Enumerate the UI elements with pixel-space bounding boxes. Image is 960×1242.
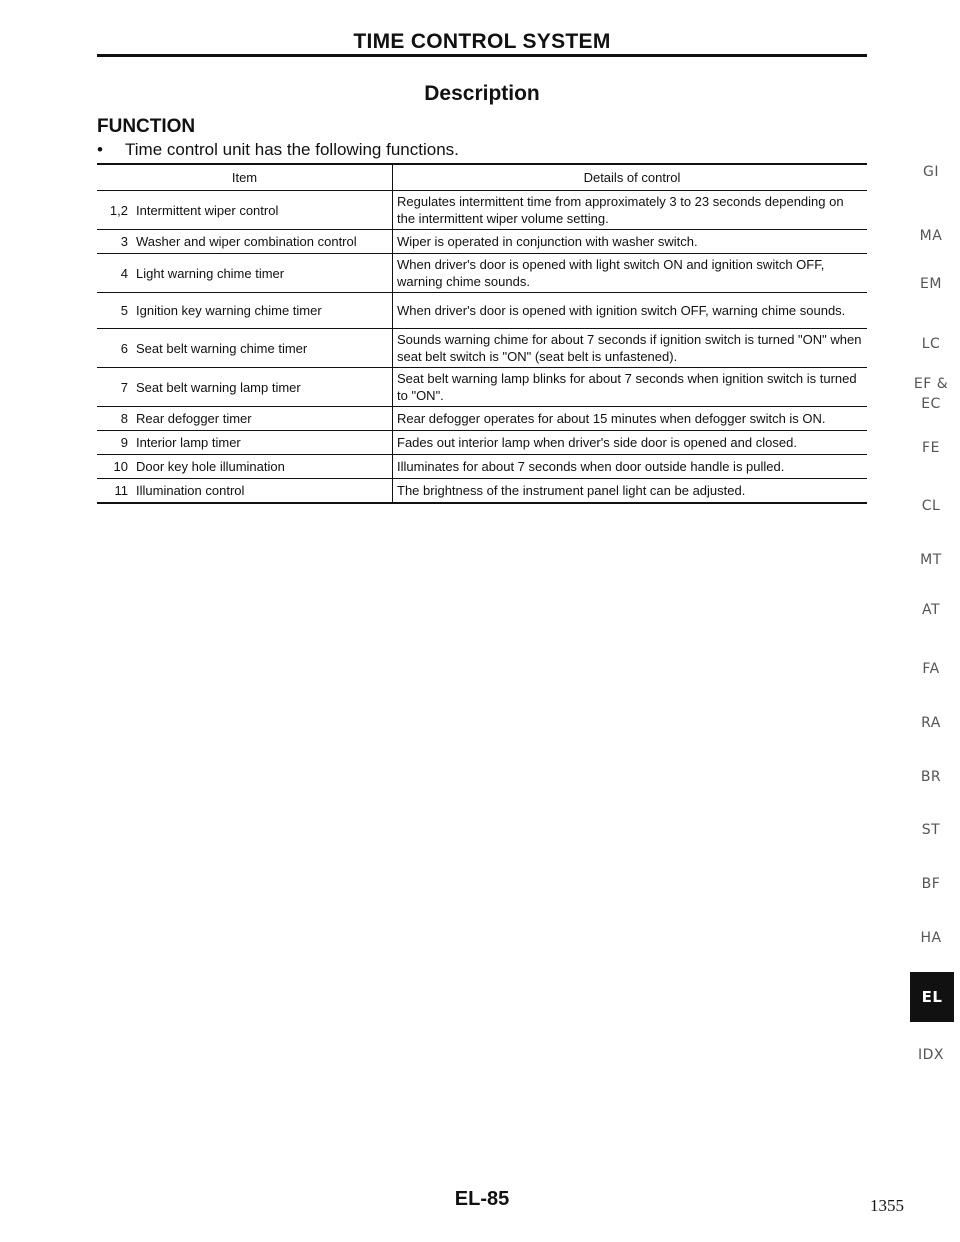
row-number: 7 — [97, 368, 132, 407]
row-number: 10 — [97, 455, 132, 479]
row-item: Door key hole illumination — [132, 455, 393, 479]
tab-cl[interactable]: CL — [921, 498, 941, 514]
table-row — [97, 431, 867, 455]
row-number: 11 — [97, 479, 132, 504]
row-item: Seat belt warning lamp timer — [132, 368, 393, 407]
table-row — [97, 254, 867, 293]
row-number: 8 — [97, 407, 132, 431]
tab-br[interactable]: BR — [920, 769, 942, 785]
table-row — [97, 230, 867, 254]
page-code: EL-85 — [454, 1188, 510, 1210]
row-number: 5 — [97, 293, 132, 329]
row-details: Regulates intermittent time from approximately 3 to 23 seconds depending on the intermittent wiper volume setting. — [393, 191, 868, 230]
row-item: Ignition key warning chime timer — [132, 293, 393, 329]
row-details: Wiper is operated in conjunction with washer switch. — [393, 230, 868, 254]
row-item: Seat belt warning chime timer — [132, 329, 393, 368]
row-number: 9 — [97, 431, 132, 455]
tab-ec[interactable]: EC — [921, 396, 941, 412]
row-item: Intermittent wiper control — [132, 191, 393, 230]
tab-fa[interactable]: FA — [922, 661, 940, 677]
table-row — [97, 479, 867, 504]
header-item: Item — [97, 164, 393, 191]
row-number: 4 — [97, 254, 132, 293]
table-row — [97, 455, 867, 479]
row-details: Rear defogger operates for about 15 minutes when defogger switch is ON. — [393, 407, 868, 431]
tab-bf[interactable]: BF — [921, 876, 941, 892]
tab-ha[interactable]: HA — [920, 930, 942, 946]
tab-lc[interactable]: LC — [921, 336, 941, 352]
intro-text: Time control unit has the following functions. — [125, 140, 459, 159]
header-rule — [97, 54, 867, 57]
print-page-number: 1355 — [870, 1196, 904, 1215]
table-row — [97, 407, 867, 431]
table-row — [97, 329, 867, 368]
page-header-title: TIME CONTROL SYSTEM — [353, 30, 611, 53]
row-details: When driver's door is opened with ignition switch OFF, warning chime sounds. — [393, 293, 868, 329]
table-row — [97, 293, 867, 329]
table-row — [97, 191, 867, 230]
row-item: Rear defogger timer — [132, 407, 393, 431]
row-details: Sounds warning chime for about 7 seconds if ignition switch is turned "ON" when seat belt switch is "ON" (seat belt is unfastened). — [393, 329, 868, 368]
functions-table — [97, 163, 867, 504]
tab-em[interactable]: EM — [920, 276, 942, 292]
intro-paragraph — [97, 140, 459, 160]
tab-mt[interactable]: MT — [920, 552, 942, 568]
tab-ef[interactable]: EF & — [913, 376, 949, 392]
tab-ra[interactable]: RA — [921, 715, 941, 731]
row-item: Illumination control — [132, 479, 393, 504]
tab-gi[interactable]: GI — [923, 164, 939, 180]
row-details: Illuminates for about 7 seconds when door outside handle is pulled. — [393, 455, 868, 479]
row-item: Washer and wiper combination control — [132, 230, 393, 254]
row-details: The brightness of the instrument panel light can be adjusted. — [393, 479, 868, 504]
row-item: Interior lamp timer — [132, 431, 393, 455]
row-details: Fades out interior lamp when driver's side door is opened and closed. — [393, 431, 868, 455]
row-details: Seat belt warning lamp blinks for about 7 seconds when ignition switch is turned to "ON". — [393, 368, 868, 407]
table-row — [97, 368, 867, 407]
row-item: Light warning chime timer — [132, 254, 393, 293]
tab-fe[interactable]: FE — [922, 440, 940, 456]
row-details: When driver's door is opened with light switch ON and ignition switch OFF, warning chime sounds. — [393, 254, 868, 293]
tab-idx[interactable]: IDX — [918, 1047, 944, 1063]
function-heading: FUNCTION — [97, 116, 196, 137]
table-header-row — [97, 164, 867, 191]
tab-st[interactable]: ST — [921, 822, 941, 838]
bullet-icon: • — [97, 140, 103, 159]
tab-el-active[interactable]: EL — [910, 972, 954, 1022]
tab-at[interactable]: AT — [921, 602, 941, 618]
row-number: 6 — [97, 329, 132, 368]
row-number: 3 — [97, 230, 132, 254]
tab-ma[interactable]: MA — [919, 228, 943, 244]
section-title: Description — [424, 82, 540, 105]
header-details: Details of control — [393, 164, 868, 191]
row-number: 1,2 — [97, 191, 132, 230]
